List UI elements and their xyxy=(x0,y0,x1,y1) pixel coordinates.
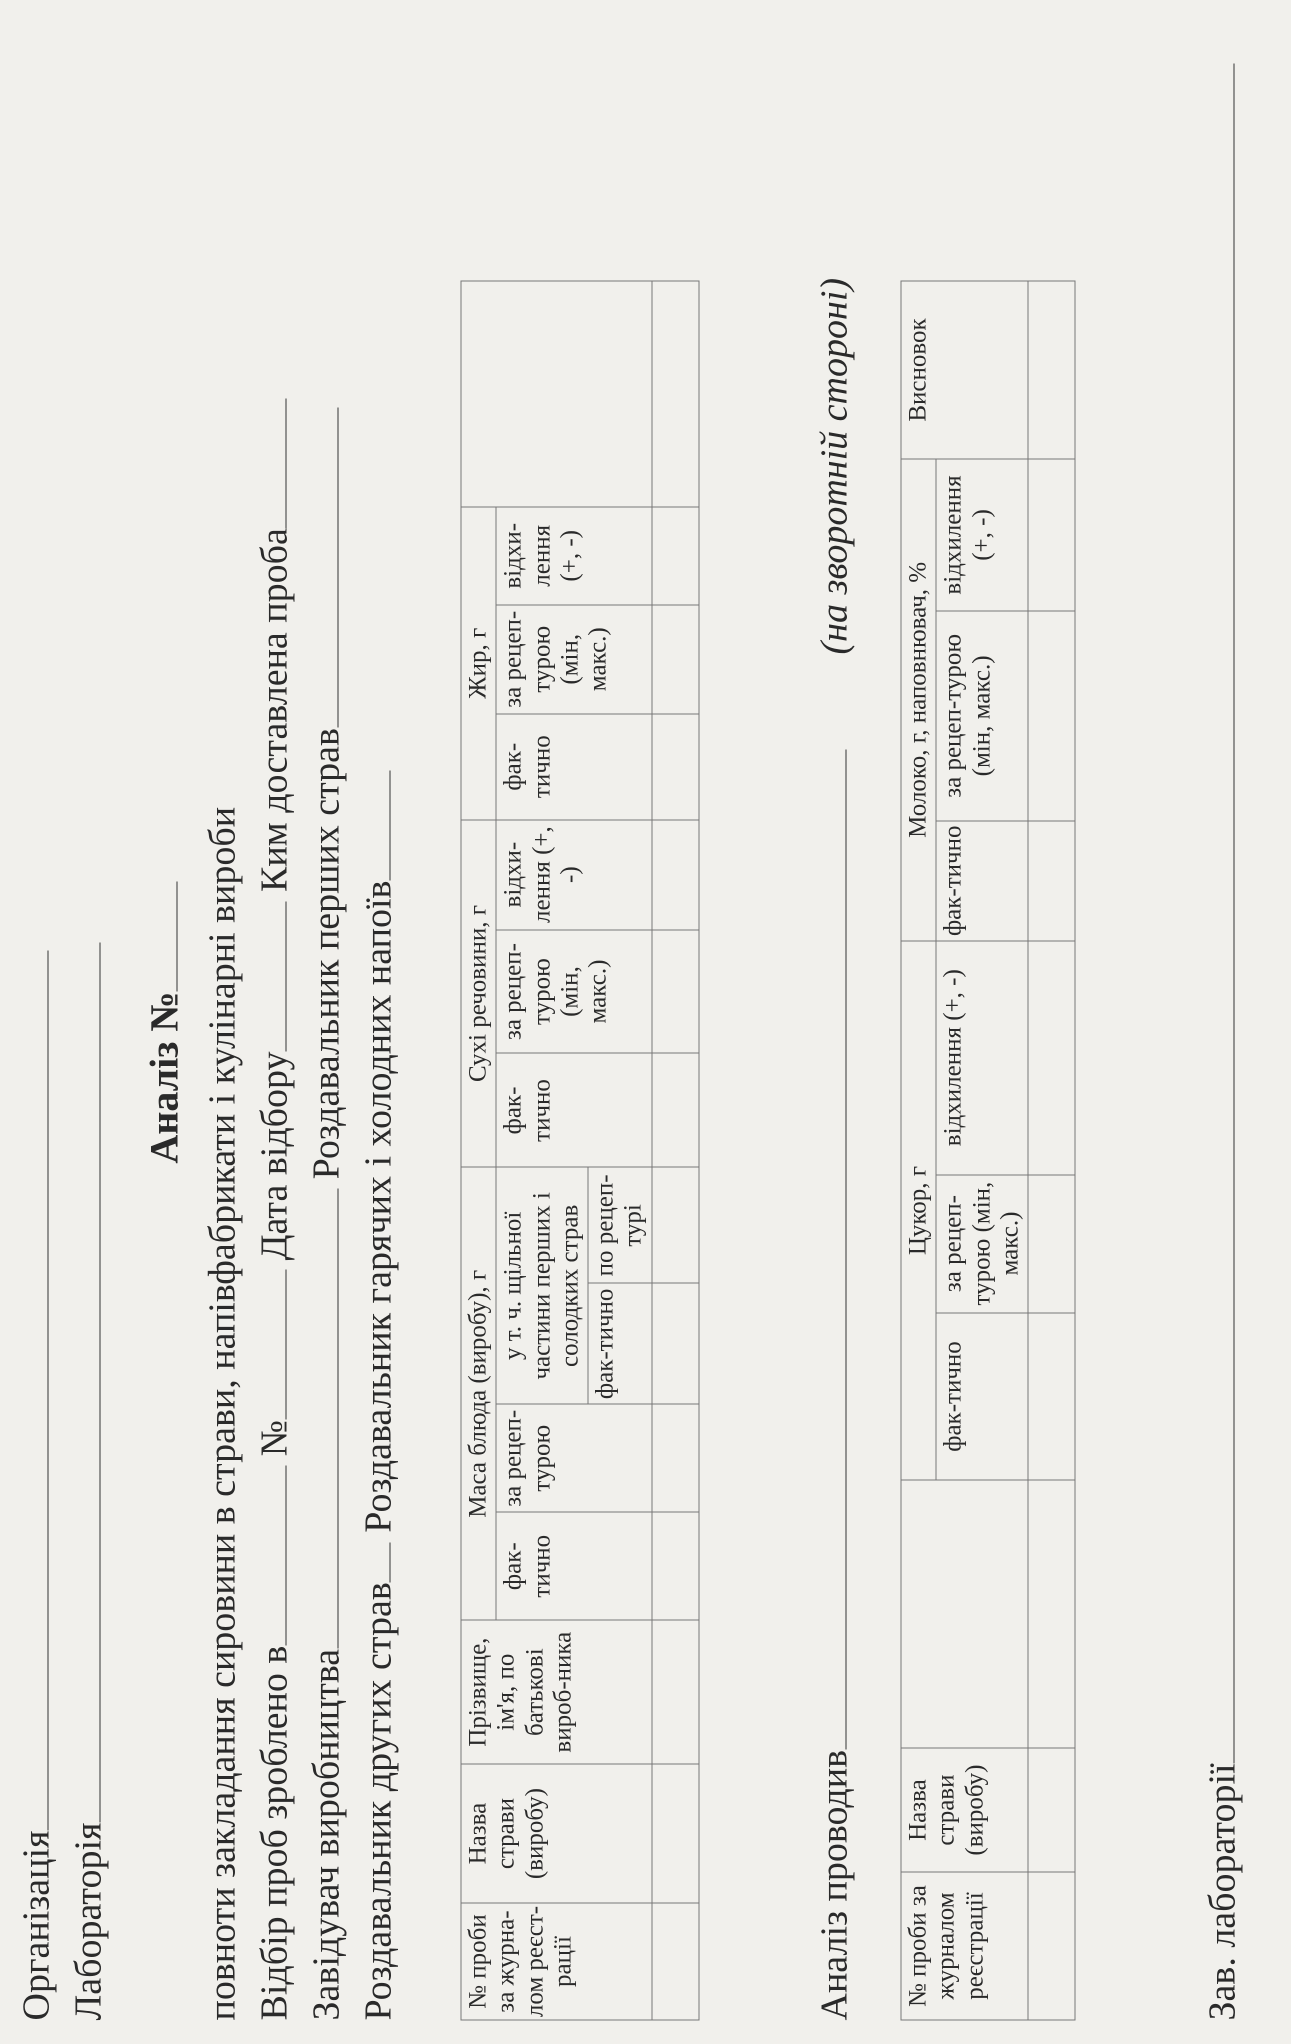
table1-cell[interactable] xyxy=(651,929,698,1053)
organization-field[interactable] xyxy=(47,950,48,1830)
table1-mass-actual: фак-тично xyxy=(496,1512,651,1620)
reverse-side-note: (на зворотній стороні) xyxy=(813,277,855,654)
second-courses-line xyxy=(356,770,400,2020)
table1-dry-recipe: за рецеп-турою (мін, макс.) xyxy=(496,929,651,1053)
table2-sugar-recipe: за рецеп-турою (мін, макс.) xyxy=(936,1174,1028,1312)
manager-field[interactable] xyxy=(337,1188,338,1648)
table2-header-dish-name: Назва страви (виробу) xyxy=(901,1748,1028,1872)
table1-fat-actual: фак-тично xyxy=(496,713,651,819)
date-field[interactable] xyxy=(285,901,286,1051)
analysis-line xyxy=(812,749,856,2020)
table1-cell[interactable] xyxy=(651,1512,698,1620)
second-courses-label: Роздавальник других страв xyxy=(357,1581,399,2020)
laboratory-line xyxy=(66,942,110,2020)
table2-header-milk: Молоко, г, наповнювач, % xyxy=(901,459,936,941)
organization-label: Організація xyxy=(15,1829,57,2020)
table2-cell[interactable] xyxy=(1028,610,1075,820)
table1-fat-recipe: за рецеп-турою (мін, макс.) xyxy=(496,604,651,713)
table2-cell[interactable] xyxy=(1028,459,1075,611)
table1-empty-row xyxy=(651,281,698,2020)
head-label: Зав. лабораторії xyxy=(1201,1762,1243,2020)
table1-cell[interactable] xyxy=(651,1283,698,1404)
table1-dry-deviation: відхи-лення (+, -) xyxy=(496,819,651,929)
sampling-line xyxy=(252,398,296,2020)
table2-cell[interactable] xyxy=(1028,1480,1075,1748)
table2-milk-actual: фак-тично xyxy=(936,820,1028,940)
table2-milk-recipe: за рецеп-турою (мін, макс.) xyxy=(936,610,1028,820)
table1-dense-actual: фак-тично xyxy=(588,1283,652,1404)
analysis-number-field[interactable] xyxy=(176,881,177,991)
table1-header-dish-name: Назва страви (виробу) xyxy=(461,1764,652,1903)
table2-cell[interactable] xyxy=(1028,1748,1075,1872)
laboratory-label: Лабораторія xyxy=(67,1822,109,2020)
table1-header-dense: у т. ч. щільної частини перших і солодких страв xyxy=(496,1167,588,1404)
page-title xyxy=(140,0,187,2044)
table1-cell[interactable] xyxy=(651,819,698,929)
manager-label: Завідувач виробництва xyxy=(305,1648,347,2020)
table1-cell[interactable] xyxy=(651,604,698,713)
table1-dry-actual: фак-тично xyxy=(496,1053,651,1167)
table1-header-row-1 xyxy=(461,281,496,2020)
purpose-line xyxy=(200,806,244,2020)
table2-header-sample-no: № проби за журналом реєстрації xyxy=(901,1872,1028,2020)
table1-cell[interactable] xyxy=(651,1167,698,1283)
table1-fat-deviation: відхи-лення (+, -) xyxy=(496,506,651,604)
table1-dense-recipe: по рецеп-турі xyxy=(588,1167,652,1283)
delivered-label: Ким доставлена проба xyxy=(253,527,295,892)
head-signature-field[interactable] xyxy=(1233,63,1234,1763)
results-table-2 xyxy=(900,280,1075,2020)
analysis-label: Аналіз проводив xyxy=(813,1749,855,2020)
date-label: Дата відбору xyxy=(253,1051,295,1260)
table2-header-row-1 xyxy=(901,281,936,2020)
first-courses-label: Роздавальник перших страв xyxy=(305,727,347,1179)
table1-header-extra xyxy=(461,281,652,507)
organization-line xyxy=(14,950,58,2020)
laboratory-field[interactable] xyxy=(99,942,100,1822)
table2-header-blank xyxy=(901,1480,1028,1748)
table2-sugar-deviation: відхилення (+, -) xyxy=(936,940,1028,1174)
first-courses-field[interactable] xyxy=(337,408,338,728)
sampling-label: Відбір проб зроблено в xyxy=(253,1645,295,2020)
table2-empty-row xyxy=(1028,281,1075,2020)
table1-cell[interactable] xyxy=(651,1053,698,1167)
table2-cell[interactable] xyxy=(1028,281,1075,459)
table2-cell[interactable] xyxy=(1028,1174,1075,1312)
table1-cell[interactable] xyxy=(651,1620,698,1764)
table2-cell[interactable] xyxy=(1028,1872,1075,2020)
table1-header-sample-no: № проби за журна-лом реєст-рації xyxy=(461,1903,652,2020)
delivered-field[interactable] xyxy=(285,398,286,528)
table1-cell[interactable] xyxy=(651,713,698,819)
table2-cell[interactable] xyxy=(1028,820,1075,940)
table1-mass-recipe: за рецеп-турою xyxy=(496,1404,651,1512)
table1-cell[interactable] xyxy=(651,1764,698,1903)
drinks-field[interactable] xyxy=(389,770,390,880)
manager-line xyxy=(304,408,348,2021)
number-field[interactable] xyxy=(285,1269,286,1419)
second-courses-field[interactable] xyxy=(389,1542,390,1582)
table1-cell[interactable] xyxy=(651,506,698,604)
analysis-number-label: Аналіз № xyxy=(141,990,186,1164)
table1-header-fat: Жир, г xyxy=(461,506,496,819)
table2-milk-deviation: відхилення (+, -) xyxy=(936,459,1028,611)
table2-cell[interactable] xyxy=(1028,940,1075,1174)
drinks-label: Роздавальник гарячих і холодних напоїв xyxy=(357,880,399,1533)
analysis-field[interactable] xyxy=(845,749,846,1749)
sampling-place-field[interactable] xyxy=(285,1465,286,1645)
table2-header-sugar: Цукор, г xyxy=(901,940,936,1480)
table1-cell[interactable] xyxy=(651,281,698,507)
results-table-1 xyxy=(460,280,699,2020)
purpose-text: повноти закладання сировини в страви, напівфабрикати і кулінарні вироби xyxy=(201,806,243,2020)
table1-header-mass: Маса блюда (виробу), г xyxy=(461,1167,496,1620)
table1-cell[interactable] xyxy=(651,1903,698,2020)
number-label: № xyxy=(253,1419,295,1456)
table1-header-dry: Сухі речовини, г xyxy=(461,819,496,1167)
table1-header-producer: Прізвище, ім'я, по батькові вироб-ника xyxy=(461,1620,652,1764)
table2-cell[interactable] xyxy=(1028,1312,1075,1480)
head-line xyxy=(1200,63,1244,2020)
table2-header-conclusion: Висновок xyxy=(901,281,1028,459)
table1-cell[interactable] xyxy=(651,1404,698,1512)
table2-sugar-actual: фак-тично xyxy=(936,1312,1028,1480)
